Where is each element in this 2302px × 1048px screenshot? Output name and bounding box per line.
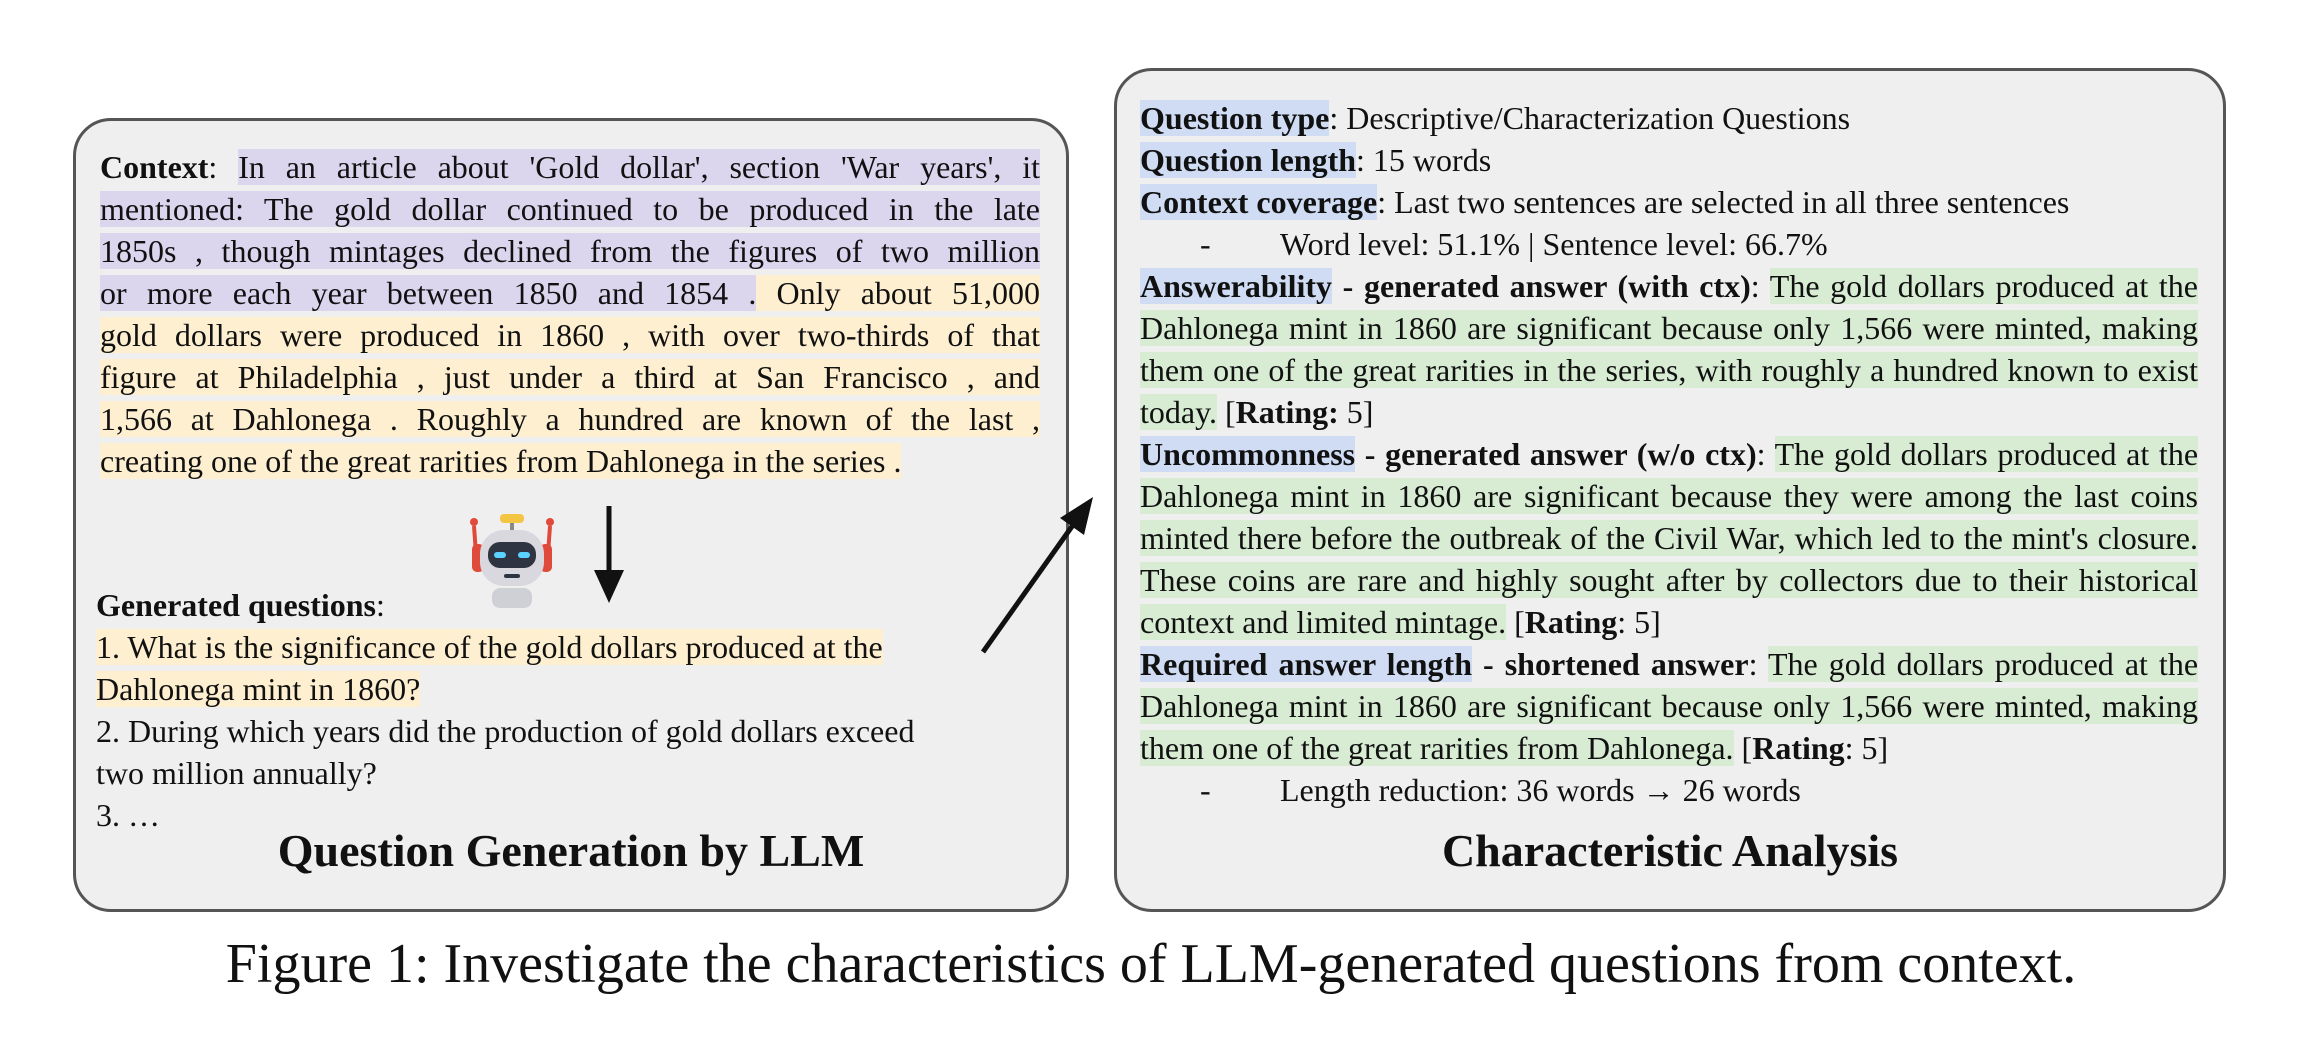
question-3: 3. …	[96, 797, 160, 833]
generated-questions: Generated questions: 1. What is the significance of the gold dollars produced at the Dahlonega mint in 1860? 2. During which years did the production of gold dollars exceed two million annually? 3. …	[96, 584, 1036, 836]
length-reduction: Length reduction: 36 words → 26 words	[1280, 772, 1801, 808]
right-panel-title: Characteristic Analysis	[1441, 825, 1899, 876]
answerability-text: The gold dollars produced at the Dahlonega mint in 1860 are significant because only 1,566 were minted, making them one of the great rarities in the series, with roughly a hundred known to exist today.	[1140, 268, 2199, 430]
bullet-dash: -	[1200, 226, 1211, 262]
uncommonness-rating-value: : 5]	[1617, 604, 1661, 640]
left-panel-title: Question Generation by LLM	[277, 825, 865, 876]
answer-length-text: The gold dollars produced at the Dahlonega mint in 1860 are significant because only 1,566 were minted, making them one of the great rarities from Dahlonega.	[1140, 646, 2199, 766]
context-text: mentioned: The gold dollar continued to be produced in the late	[100, 191, 1040, 227]
context-block	[100, 146, 1040, 482]
question-type-value: : Descriptive/Characterization Questions	[1329, 100, 1851, 136]
context-line	[100, 272, 1040, 314]
answerability-rating-value: 5]	[1338, 394, 1374, 430]
context-line	[100, 188, 1040, 230]
answerability-label: Answerability	[1140, 268, 1332, 304]
answer-length-label: Required answer length	[1140, 646, 1472, 682]
question-length-label: Question length	[1140, 142, 1357, 178]
uncommonness-rating-label: Rating	[1524, 604, 1618, 640]
answer-length-rating-label: Rating	[1752, 730, 1845, 766]
context-text: 1,566 at Dahlonega .	[100, 401, 398, 437]
answerability-sub: - generated answer (with ctx)	[1332, 268, 1751, 304]
context-coverage-value: : Last two sentences are selected in all three sentences	[1377, 184, 2070, 220]
context-text: In an article about 'Gold dollar', section 'War years', it	[238, 149, 1041, 185]
context-text: creating one of the great rarities from Dahlonega in the series .	[100, 443, 902, 479]
question-2-line-2: two million annually?	[96, 755, 377, 791]
uncommonness-paragraph: Uncommonness - generated answer (w/o ctx): The gold dollars produced at the Dahlonega mint in 1860 are significant because they were among the last coins minted there before the outbreak of the Civil War, which led to the mint's closure. These coins are rare and highly sought after by collectors due to their historical context and limited mintage. [Rating: 5]	[1140, 436, 2199, 640]
context-line	[100, 356, 1040, 398]
characteristic-block	[1140, 97, 2198, 811]
question-1-line-2: Dahlonega mint in 1860?	[96, 671, 421, 707]
context-text: gold dollars were produced in 1860 , with over two-thirds of that	[100, 317, 1040, 353]
uncommonness-text: The gold dollars produced at the Dahlonega mint in 1860 are significant because they were among the last coins minted there before the outbreak of the Civil War, which led to the mint's closure. These coins are rare and highly sought after by collectors due to their historical context and limited mintage.	[1140, 436, 2199, 640]
answer-length-paragraph: Required answer length - shortened answer: The gold dollars produced at the Dahlonega mint in 1860 are significant because only 1,566 were minted, making them one of the great rarities from Dahlonega. [Rating: 5]	[1140, 646, 2199, 766]
generated-questions-label: Generated questions	[96, 587, 376, 623]
context-text: or more each year between 1850 and 1854 .	[100, 275, 757, 311]
length-reduction-row	[1140, 769, 2198, 811]
context-line: Context: In an article about 'Gold dollar', section 'War years', it	[100, 149, 1041, 185]
question-length-row	[1140, 139, 2198, 181]
answer-length-rating-value: : 5]	[1844, 730, 1889, 766]
context-line	[100, 314, 1040, 356]
question-type-row	[1140, 97, 2198, 139]
coverage-detail: Word level: 51.1% | Sentence level: 66.7%	[1280, 226, 1828, 262]
context-text: Roughly a hundred are known of the last ,	[397, 401, 1041, 437]
context-label: Context	[100, 149, 209, 185]
question-type-label: Question type	[1140, 100, 1330, 136]
context-line	[100, 230, 1040, 272]
context-coverage-row	[1140, 181, 2198, 223]
context-text: Only about 51,000	[756, 275, 1041, 311]
context-line	[100, 398, 1040, 440]
answerability-rating-label: Rating:	[1235, 394, 1339, 430]
context-text: 1850s , though mintages declined from the figures of two million	[100, 233, 1040, 269]
bullet-dash: -	[1200, 772, 1211, 808]
uncommonness-label: Uncommonness	[1140, 436, 1356, 472]
coverage-detail-row	[1140, 223, 2198, 265]
answerability-paragraph: Answerability - generated answer (with ctx): The gold dollars produced at the Dahlonega mint in 1860 are significant because only 1,566 were minted, making them one of the great rarities in the series, with roughly a hundred known to exist today. [Rating: 5]	[1140, 268, 2199, 430]
question-2-line-1: 2. During which years did the production of gold dollars exceed	[96, 713, 915, 749]
context-coverage-label: Context coverage	[1140, 184, 1378, 220]
answer-length-sub: - shortened answer	[1472, 646, 1749, 682]
context-text: figure at Philadelphia , just under a third at San Francisco , and	[100, 359, 1040, 395]
context-line	[100, 440, 1040, 482]
figure-caption: Figure 1: Investigate the characteristics of LLM-generated questions from context.	[225, 933, 2077, 995]
question-length-value: : 15 words	[1356, 142, 1492, 178]
robot-icon	[466, 514, 558, 610]
uncommonness-sub: - generated answer (w/o ctx)	[1355, 436, 1757, 472]
question-1-line-1: 1. What is the significance of the gold dollars produced at the	[96, 629, 883, 665]
